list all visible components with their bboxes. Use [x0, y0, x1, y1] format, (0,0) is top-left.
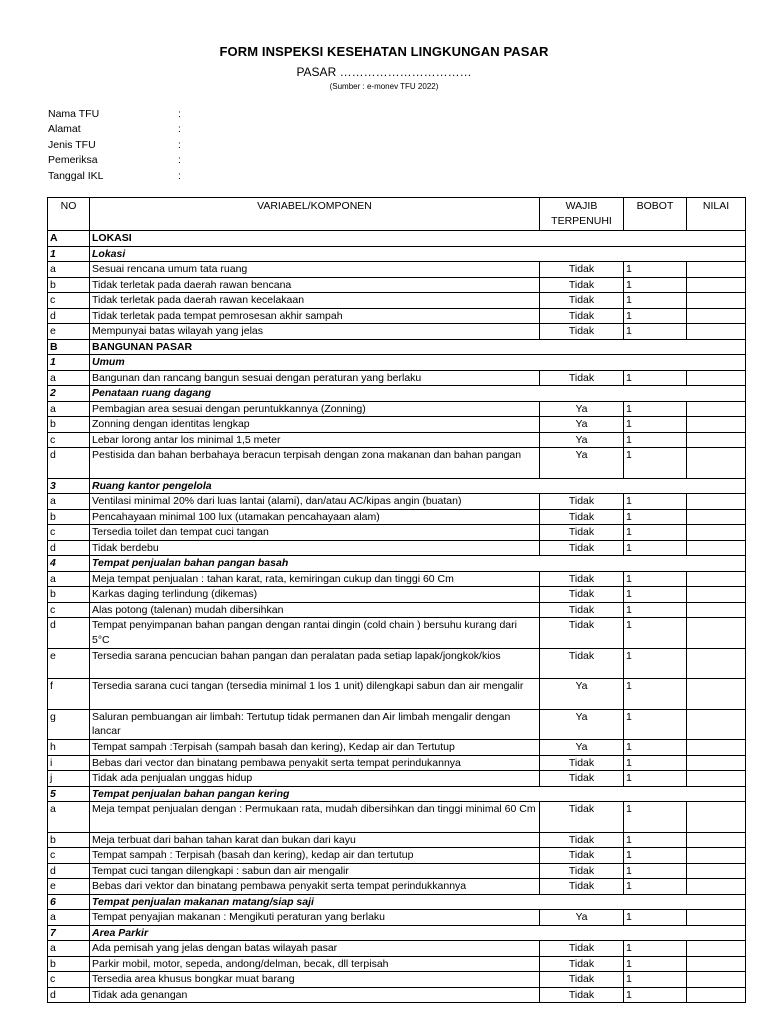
row-nilai[interactable]	[687, 432, 746, 448]
row-nilai[interactable]	[687, 571, 746, 587]
subsection-row	[48, 925, 746, 941]
row-nilai[interactable]	[687, 277, 746, 293]
table-row	[48, 540, 746, 556]
row-letter: a	[48, 910, 90, 926]
row-nilai[interactable]	[687, 910, 746, 926]
row-bobot: 1	[624, 432, 687, 448]
table-row	[48, 277, 746, 293]
row-letter: b	[48, 277, 90, 293]
subsection-title: Tempat penjualan bahan pangan basah	[90, 556, 746, 572]
row-variable: Meja tempat penjualan : tahan karat, rata, kemiringan cukup dan tinggi 60 Cm	[90, 571, 540, 587]
table-row	[48, 509, 746, 525]
table-row	[48, 740, 746, 756]
row-bobot: 1	[624, 679, 687, 710]
row-bobot: 1	[624, 848, 687, 864]
row-letter: b	[48, 587, 90, 603]
subsection-title: Tempat penjualan makanan matang/siap saji	[90, 894, 746, 910]
table-row	[48, 308, 746, 324]
row-nilai[interactable]	[687, 448, 746, 479]
row-bobot: 1	[624, 863, 687, 879]
field-separator: :	[178, 108, 181, 120]
row-letter: a	[48, 262, 90, 278]
row-nilai[interactable]	[687, 308, 746, 324]
table-row	[48, 401, 746, 417]
row-nilai[interactable]	[687, 618, 746, 649]
subsection-title: Lokasi	[90, 246, 746, 262]
row-nilai[interactable]	[687, 709, 746, 740]
row-letter: c	[48, 848, 90, 864]
row-variable: Mempunyai batas wilayah yang jelas	[90, 324, 540, 340]
row-nilai[interactable]	[687, 509, 746, 525]
row-letter: c	[48, 602, 90, 618]
row-letter: g	[48, 709, 90, 740]
pasar-line: PASAR ……………………………	[296, 65, 472, 79]
col-header-variabel: VARIABEL/KOMPONEN	[90, 198, 540, 231]
row-bobot: 1	[624, 571, 687, 587]
subsection-row	[48, 478, 746, 494]
row-variable: Tempat sampah : Terpisah (basah dan kering), kedap air dan tertutup	[90, 848, 540, 864]
row-letter: f	[48, 679, 90, 710]
col-header-wajib: WAJIB TERPENUHI	[540, 198, 624, 231]
row-variable: Pestisida dan bahan berbahaya beracun terpisah dengan zona makanan dan bahan pangan	[90, 448, 540, 479]
row-letter: b	[48, 417, 90, 433]
row-letter: j	[48, 771, 90, 787]
row-wajib-terpenuhi: Tidak	[540, 956, 624, 972]
row-variable: Tempat penyajian makanan : Mengikuti peraturan yang berlaku	[90, 910, 540, 926]
subsection-row	[48, 355, 746, 371]
row-variable: Pembagian area sesuai dengan peruntukkannya (Zonning)	[90, 401, 540, 417]
row-wajib-terpenuhi: Tidak	[540, 972, 624, 988]
field-label: Alamat	[48, 123, 81, 136]
row-bobot: 1	[624, 941, 687, 957]
row-nilai[interactable]	[687, 494, 746, 510]
row-wajib-terpenuhi: Ya	[540, 448, 624, 479]
row-wajib-terpenuhi: Ya	[540, 679, 624, 710]
row-number: 2	[48, 386, 90, 402]
row-nilai[interactable]	[687, 879, 746, 895]
row-bobot: 1	[624, 602, 687, 618]
subsection-title: Penataan ruang dagang	[90, 386, 746, 402]
table-row	[48, 525, 746, 541]
row-letter: d	[48, 618, 90, 649]
row-nilai[interactable]	[687, 848, 746, 864]
row-letter: c	[48, 972, 90, 988]
row-wajib-terpenuhi: Tidak	[540, 755, 624, 771]
row-variable: Sesuai rencana umum tata ruang	[90, 262, 540, 278]
row-nilai[interactable]	[687, 324, 746, 340]
table-row	[48, 324, 746, 340]
row-letter: c	[48, 293, 90, 309]
row-bobot: 1	[624, 879, 687, 895]
row-bobot: 1	[624, 771, 687, 787]
table-row	[48, 370, 746, 386]
table-row	[48, 648, 746, 679]
row-letter: a	[48, 370, 90, 386]
row-number: 4	[48, 556, 90, 572]
row-bobot: 1	[624, 277, 687, 293]
row-variable: Tersedia sarana cuci tangan (tersedia minimal 1 los 1 unit) dilengkapi sabun dan air mengalir	[90, 679, 540, 710]
table-row	[48, 771, 746, 787]
row-bobot: 1	[624, 324, 687, 340]
row-nilai[interactable]	[687, 648, 746, 679]
row-variable: Lebar lorong antar los minimal 1,5 meter	[90, 432, 540, 448]
row-variable: Tidak berdebu	[90, 540, 540, 556]
source-note: (Sumber : e-monev TFU 2022)	[329, 82, 439, 91]
row-letter: d	[48, 863, 90, 879]
row-wajib-terpenuhi: Ya	[540, 417, 624, 433]
row-letter: b	[48, 832, 90, 848]
table-row	[48, 832, 746, 848]
table-row	[48, 448, 746, 479]
row-number: 1	[48, 246, 90, 262]
row-nilai[interactable]	[687, 293, 746, 309]
row-wajib-terpenuhi: Ya	[540, 432, 624, 448]
row-wajib-terpenuhi: Tidak	[540, 308, 624, 324]
row-bobot: 1	[624, 755, 687, 771]
row-letter: h	[48, 740, 90, 756]
row-nilai[interactable]	[687, 417, 746, 433]
row-letter: e	[48, 879, 90, 895]
row-wajib-terpenuhi: Tidak	[540, 941, 624, 957]
field-nama-tfu	[48, 107, 181, 122]
row-letter: i	[48, 755, 90, 771]
row-nilai[interactable]	[687, 540, 746, 556]
row-letter: d	[48, 987, 90, 1003]
row-wajib-terpenuhi: Tidak	[540, 802, 624, 833]
field-separator: :	[178, 138, 181, 151]
row-letter: b	[48, 956, 90, 972]
row-letter: a	[48, 401, 90, 417]
row-variable: Karkas daging terlindung (dikemas)	[90, 587, 540, 603]
field-separator: :	[178, 123, 181, 136]
row-bobot: 1	[624, 910, 687, 926]
table-row	[48, 417, 746, 433]
row-nilai[interactable]	[687, 802, 746, 833]
row-nilai[interactable]	[687, 370, 746, 386]
row-letter: d	[48, 448, 90, 479]
row-bobot: 1	[624, 401, 687, 417]
table-row	[48, 848, 746, 864]
row-wajib-terpenuhi: Tidak	[540, 277, 624, 293]
table-row	[48, 709, 746, 740]
row-bobot: 1	[624, 448, 687, 479]
row-wajib-terpenuhi: Tidak	[540, 262, 624, 278]
table-row	[48, 802, 746, 833]
field-label: Pemeriksa	[48, 154, 98, 167]
table-row	[48, 755, 746, 771]
table-row	[48, 956, 746, 972]
row-bobot: 1	[624, 987, 687, 1003]
row-wajib-terpenuhi: Ya	[540, 709, 624, 740]
row-letter: e	[48, 324, 90, 340]
row-variable: Tempat penyimpanan bahan pangan dengan rantai dingin (cold chain ) bersuhu kurang dari 5°C	[90, 618, 540, 649]
row-bobot: 1	[624, 417, 687, 433]
field-label: Jenis TFU	[48, 138, 96, 151]
row-variable: Bebas dari vector dan binatang pembawa penyakit serta tempat perindukannya	[90, 755, 540, 771]
row-bobot: 1	[624, 972, 687, 988]
field-alamat	[48, 122, 181, 137]
row-wajib-terpenuhi: Tidak	[540, 771, 624, 787]
table-row	[48, 571, 746, 587]
table-row	[48, 262, 746, 278]
row-wajib-terpenuhi: Tidak	[540, 540, 624, 556]
row-bobot: 1	[624, 709, 687, 740]
row-letter: a	[48, 802, 90, 833]
row-bobot: 1	[624, 587, 687, 603]
row-wajib-terpenuhi: Tidak	[540, 832, 624, 848]
row-variable: Alas potong (talenan) mudah dibersihkan	[90, 602, 540, 618]
table-row	[48, 941, 746, 957]
row-variable: Pencahayaan minimal 100 lux (utamakan pencahayaan alam)	[90, 509, 540, 525]
row-number: A	[48, 231, 90, 247]
table-row	[48, 587, 746, 603]
row-number: B	[48, 339, 90, 355]
row-variable: Tidak ada genangan	[90, 987, 540, 1003]
field-separator: :	[178, 169, 181, 182]
row-wajib-terpenuhi: Tidak	[540, 571, 624, 587]
row-letter: d	[48, 540, 90, 556]
row-letter: c	[48, 432, 90, 448]
row-bobot: 1	[624, 308, 687, 324]
row-wajib-terpenuhi: Tidak	[540, 618, 624, 649]
row-nilai[interactable]	[687, 771, 746, 787]
row-letter: a	[48, 941, 90, 957]
table-row	[48, 679, 746, 710]
subsection-row	[48, 386, 746, 402]
row-letter: a	[48, 494, 90, 510]
table-row	[48, 972, 746, 988]
row-bobot: 1	[624, 525, 687, 541]
row-nilai[interactable]	[687, 262, 746, 278]
row-number: 3	[48, 478, 90, 494]
row-bobot: 1	[624, 540, 687, 556]
row-nilai[interactable]	[687, 587, 746, 603]
table-body	[48, 231, 746, 1003]
row-nilai[interactable]	[687, 987, 746, 1003]
row-variable: Tersedia area khusus bongkar muat barang	[90, 972, 540, 988]
form-title: FORM INSPEKSI KESEHATAN LINGKUNGAN PASAR	[219, 44, 549, 59]
row-wajib-terpenuhi: Tidak	[540, 370, 624, 386]
row-variable: Saluran pembuangan air limbah: Tertutup tidak permanen dan Air limbah mengalir dengan lancar	[90, 709, 540, 740]
row-variable: Parkir mobil, motor, sepeda, andong/delman, becak, dll terpisah	[90, 956, 540, 972]
section-row	[48, 339, 746, 355]
row-bobot: 1	[624, 740, 687, 756]
table-row	[48, 432, 746, 448]
field-jenis-tfu	[48, 138, 181, 153]
row-variable: Meja tempat penjualan dengan : Permukaan rata, mudah dibersihkan dan tinggi minimal 60 Cm	[90, 802, 540, 833]
table-row	[48, 863, 746, 879]
row-nilai[interactable]	[687, 941, 746, 957]
row-nilai[interactable]	[687, 602, 746, 618]
row-wajib-terpenuhi: Tidak	[540, 879, 624, 895]
field-label: Nama TFU	[48, 108, 100, 120]
table-row	[48, 910, 746, 926]
row-letter: e	[48, 648, 90, 679]
row-nilai[interactable]	[687, 740, 746, 756]
row-variable: Bangunan dan rancang bangun sesuai dengan peraturan yang berlaku	[90, 370, 540, 386]
row-bobot: 1	[624, 509, 687, 525]
row-bobot: 1	[624, 618, 687, 649]
row-wajib-terpenuhi: Tidak	[540, 648, 624, 679]
row-variable: Meja terbuat dari bahan tahan karat dan bukan dari kayu	[90, 832, 540, 848]
row-bobot: 1	[624, 262, 687, 278]
table-row	[48, 602, 746, 618]
row-bobot: 1	[624, 293, 687, 309]
identity-fields	[48, 107, 181, 184]
row-variable: Ada pemisah yang jelas dengan batas wilayah pasar	[90, 941, 540, 957]
row-wajib-terpenuhi: Tidak	[540, 494, 624, 510]
row-wajib-terpenuhi: Ya	[540, 910, 624, 926]
row-wajib-terpenuhi: Tidak	[540, 509, 624, 525]
row-nilai[interactable]	[687, 755, 746, 771]
inspection-table	[47, 197, 746, 1003]
row-letter: d	[48, 308, 90, 324]
field-separator: :	[178, 154, 181, 167]
row-variable: Tidak terletak pada daerah rawan kecelakaan	[90, 293, 540, 309]
section-title: BANGUNAN PASAR	[90, 339, 746, 355]
row-nilai[interactable]	[687, 972, 746, 988]
row-number: 1	[48, 355, 90, 371]
row-variable: Tidak ada penjualan unggas hidup	[90, 771, 540, 787]
row-bobot: 1	[624, 494, 687, 510]
row-variable: Tempat sampah :Terpisah (sampah basah dan kering), Kedap air dan Tertutup	[90, 740, 540, 756]
row-wajib-terpenuhi: Tidak	[540, 525, 624, 541]
row-bobot: 1	[624, 956, 687, 972]
row-wajib-terpenuhi: Tidak	[540, 987, 624, 1003]
subsection-row	[48, 894, 746, 910]
row-wajib-terpenuhi: Tidak	[540, 324, 624, 340]
field-label: Tanggal IKL	[48, 169, 104, 182]
row-bobot: 1	[624, 648, 687, 679]
subsection-row	[48, 786, 746, 802]
row-wajib-terpenuhi: Ya	[540, 740, 624, 756]
col-header-no: NO	[48, 198, 90, 231]
subsection-title: Umum	[90, 355, 746, 371]
subsection-row	[48, 246, 746, 262]
row-letter: b	[48, 509, 90, 525]
table-row	[48, 494, 746, 510]
row-number: 6	[48, 894, 90, 910]
row-bobot: 1	[624, 802, 687, 833]
row-variable: Bebas dari vektor dan binatang pembawa penyakit serta tempat perindukkannya	[90, 879, 540, 895]
row-wajib-terpenuhi: Tidak	[540, 587, 624, 603]
subsection-title: Ruang kantor pengelola	[90, 478, 746, 494]
subsection-title: Tempat penjualan bahan pangan kering	[90, 786, 746, 802]
row-variable: Tidak terletak pada daerah rawan bencana	[90, 277, 540, 293]
row-variable: Tidak terletak pada tempat pemrosesan akhir sampah	[90, 308, 540, 324]
table-header	[48, 198, 746, 231]
row-nilai[interactable]	[687, 956, 746, 972]
row-nilai[interactable]	[687, 525, 746, 541]
row-wajib-terpenuhi: Tidak	[540, 848, 624, 864]
row-variable: Tersedia sarana pencucian bahan pangan dan peralatan pada setiap lapak/jongkok/kios	[90, 648, 540, 679]
row-nilai[interactable]	[687, 401, 746, 417]
row-letter: c	[48, 525, 90, 541]
row-nilai[interactable]	[687, 863, 746, 879]
subsection-row	[48, 556, 746, 572]
row-wajib-terpenuhi: Tidak	[540, 863, 624, 879]
table-row	[48, 618, 746, 649]
section-title: LOKASI	[90, 231, 746, 247]
row-wajib-terpenuhi: Tidak	[540, 293, 624, 309]
col-header-nilai: NILAI	[687, 198, 746, 231]
subsection-title: Area Parkir	[90, 925, 746, 941]
row-variable: Ventilasi minimal 20% dari luas lantai (alami), dan/atau AC/kipas angin (buatan)	[90, 494, 540, 510]
row-number: 7	[48, 925, 90, 941]
row-variable: Tersedia toilet dan tempat cuci tangan	[90, 525, 540, 541]
row-variable: Tempat cuci tangan dilengkapi : sabun dan air mengalir	[90, 863, 540, 879]
field-tanggal-ikl	[48, 169, 181, 184]
col-header-bobot: BOBOT	[624, 198, 687, 231]
row-nilai[interactable]	[687, 679, 746, 710]
row-wajib-terpenuhi: Tidak	[540, 602, 624, 618]
table-row	[48, 293, 746, 309]
row-variable: Zonning dengan identitas lengkap	[90, 417, 540, 433]
row-bobot: 1	[624, 370, 687, 386]
row-bobot: 1	[624, 832, 687, 848]
table-row	[48, 987, 746, 1003]
row-number: 5	[48, 786, 90, 802]
row-wajib-terpenuhi: Ya	[540, 401, 624, 417]
section-row	[48, 231, 746, 247]
field-pemeriksa	[48, 153, 181, 168]
row-letter: a	[48, 571, 90, 587]
table-row	[48, 879, 746, 895]
row-nilai[interactable]	[687, 832, 746, 848]
